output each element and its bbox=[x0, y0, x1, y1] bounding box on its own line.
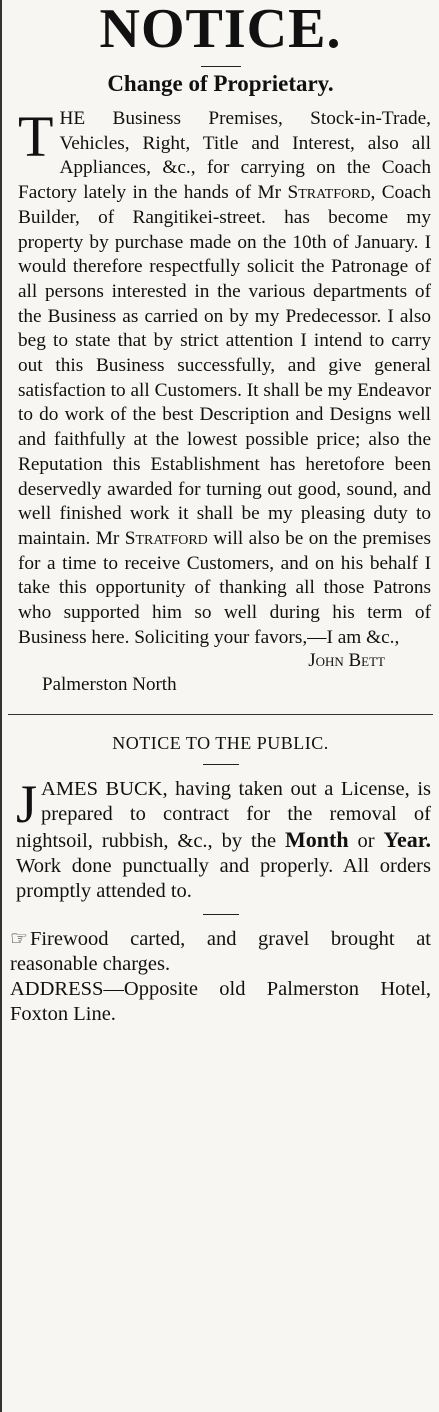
or-word: or bbox=[348, 830, 384, 853]
notice-subtitle: Change of Proprietary. bbox=[107, 71, 334, 96]
proprietor-name-2: Stratford bbox=[124, 527, 208, 549]
public-text-1: AMES BUCK, having taken out a License, is prepared to contract for the removal of nightsoil, rubbish, &c., by the bbox=[16, 778, 431, 853]
notice-text-2: , Coach Builder, of Rangitikei-street. has become my property by purchase made on the 10th of January. I would therefore respectfully solicit the Patronage of all persons interested in the various departments of the Business as carried on by my Predecessor. I also beg to state that by strict attention I intend to carry out this Business successfully, and give general satisfaction to all Customers. It shall be my Endeavor to do work of the best Description and Designs well and faithfully at the lowest possible price; also the Reputation this Establishment has heretofore been deservedly awarded for turning out good, sound, and well finished work it shall be my pleasing duty to maintain. Mr bbox=[18, 182, 431, 549]
place-line: Palmerston North bbox=[42, 674, 177, 696]
firewood-rule bbox=[203, 914, 239, 915]
proprietor-name-1: Stratford bbox=[287, 182, 371, 204]
year-word: Year. bbox=[383, 827, 431, 853]
signature: John Bett bbox=[308, 650, 385, 672]
public-notice-heading: NOTICE TO THE PUBLIC. bbox=[112, 733, 329, 754]
firewood-notice bbox=[2, 927, 439, 1027]
notice-text-3: will also be on the premises for a time to receive Customers, and on his behalf I take this opportunity of thanking all those Patrons who supported him so well during his term of Business here. Soliciting your favors,—I am &c., bbox=[18, 527, 431, 648]
public-notice-body bbox=[2, 774, 439, 904]
pointing-hand-icon: ☞ bbox=[10, 928, 28, 951]
public-text-2: Work done punctually and properly. All orders promptly attended to. bbox=[16, 855, 431, 903]
firewood-text: Firewood carted, and gravel brought at reasonable charges. bbox=[10, 928, 431, 976]
notice-text-1: HE Business Premises, Stock-in-Trade, Vehicles, Right, Title and Interest, also all Appliances, &c., for carrying on the Coach Factory lately in the hands of Mr bbox=[18, 108, 431, 204]
drop-cap-j: J bbox=[16, 774, 38, 835]
title-rule bbox=[201, 66, 241, 67]
address-text: ADDRESS—Opposite old Palmerston Hotel, Foxton Line. bbox=[10, 978, 431, 1026]
notice-body bbox=[2, 104, 439, 650]
drop-cap: T bbox=[18, 104, 54, 169]
month-word: Month bbox=[285, 827, 349, 853]
notice-title: NOTICE. bbox=[99, 0, 342, 60]
section-divider bbox=[8, 714, 433, 715]
heading-rule bbox=[203, 764, 239, 765]
